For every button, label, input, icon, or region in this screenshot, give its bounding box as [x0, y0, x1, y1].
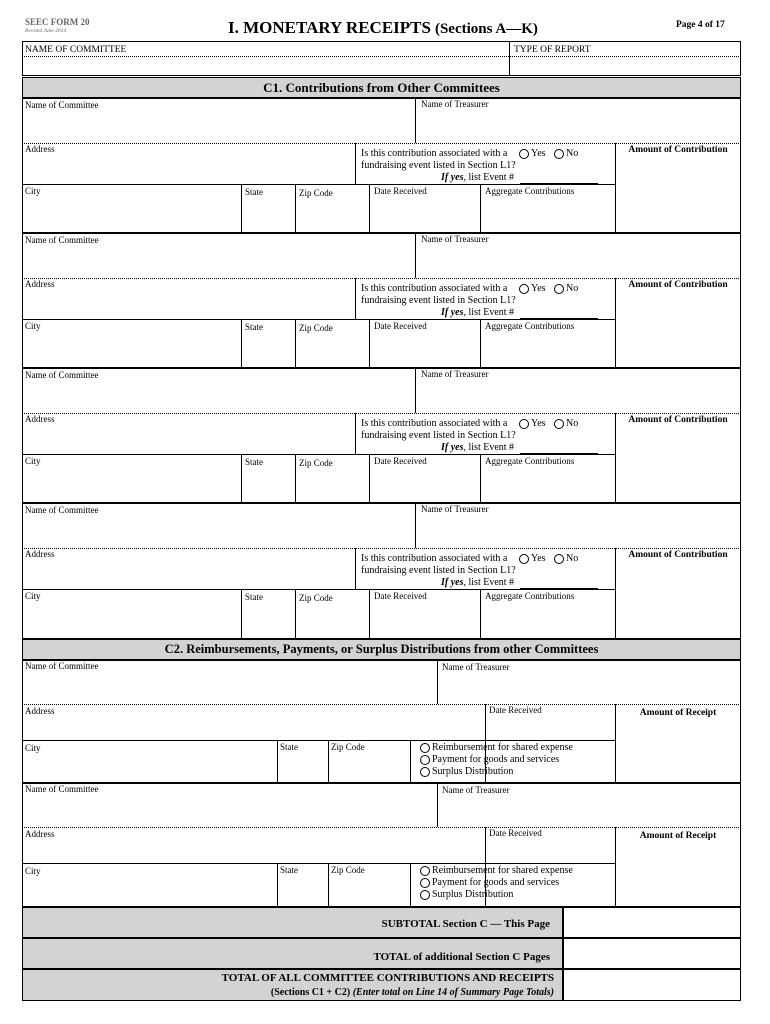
c1-aggregate-field[interactable] [482, 603, 613, 637]
c1-list-event-label: , list Event # [463, 307, 515, 318]
c1-if-yes-label: If yes [441, 577, 464, 588]
c1-state-field[interactable] [243, 333, 293, 367]
all-total-label-line1: TOTAL OF ALL COMMITTEE CONTRIBUTIONS AND RECEIPTS [221, 972, 554, 984]
c2-state-label: State [280, 865, 298, 875]
c1-city-label: City [25, 456, 41, 466]
c1-yes-label: Yes [531, 148, 546, 159]
c1-address-field[interactable] [24, 291, 353, 318]
subtotal-label: SUBTOTAL Section C — This Page [381, 918, 550, 930]
c1-event-question-line1: Is this contribution associated with a [361, 418, 508, 429]
c1-zip-field[interactable] [297, 200, 367, 232]
c2-state-label: State [280, 742, 298, 752]
form-id: SEEC FORM 20 [25, 17, 90, 27]
c1-amount-field[interactable] [617, 428, 739, 502]
additional-total-label: TOTAL of additional Section C Pages [373, 951, 550, 963]
surplus-radio-icon[interactable] [420, 767, 430, 777]
c1-aggregate-field[interactable] [482, 333, 613, 367]
c1-name-of-committee-label: Name of Committee [25, 100, 99, 110]
c1-date-received-field[interactable] [371, 603, 478, 637]
c2-option-reimbursement-label: Reimbursement for shared expense [432, 865, 573, 876]
c1-date-received-field[interactable] [371, 198, 478, 232]
yes-radio-icon[interactable] [519, 284, 529, 294]
c1-name-of-treasurer-label: Name of Treasurer [421, 504, 489, 514]
c2-city-label: City [25, 743, 41, 753]
c2-option-payment-label: Payment for goods and services [432, 877, 560, 888]
additional-total-value[interactable] [563, 938, 741, 969]
committee-name-field[interactable] [23, 57, 508, 75]
c1-no-label: No [566, 283, 579, 294]
c1-if-yes-label: If yes [441, 307, 464, 318]
yes-radio-icon[interactable] [519, 419, 529, 429]
c1-event-question-line1: Is this contribution associated with a [361, 553, 508, 564]
c2-option-surplus-label: Surplus Distribution [432, 889, 514, 900]
c1-if-yes [441, 577, 514, 589]
reimbursement-radio-icon[interactable] [420, 866, 430, 876]
c1-committee-field[interactable] [24, 517, 413, 547]
c1-amount-field[interactable] [617, 293, 739, 367]
c1-date-received-label: Date Received [374, 186, 427, 196]
c1-state-label: State [245, 187, 263, 197]
c2-city-label: City [25, 866, 41, 876]
c1-aggregate-label: Aggregate Contributions [485, 591, 575, 601]
c1-event-number-field[interactable] [520, 576, 598, 588]
c1-address-label: Address [25, 549, 55, 559]
c1-amount-label: Amount of Contribution [628, 550, 728, 560]
c1-if-yes [441, 442, 514, 454]
additional-label-box [22, 938, 563, 969]
c1-yes-label: Yes [531, 418, 546, 429]
c1-if-yes-label: If yes [441, 172, 464, 183]
c1-event-question-line2: fundraising event listed in Section L1? [361, 295, 516, 306]
c1-city-label: City [25, 186, 41, 196]
c1-amount-label: Amount of Contribution [628, 415, 728, 425]
c1-no-option[interactable] [554, 418, 578, 430]
subtotal-label-box [22, 907, 563, 938]
c1-date-received-label: Date Received [374, 456, 427, 466]
c1-treasurer-field[interactable] [417, 112, 739, 142]
c1-date-received-label: Date Received [374, 591, 427, 601]
c1-city-label: City [25, 591, 41, 601]
c2-date-received-label: Date Received [489, 705, 542, 715]
c2-zip-label: Zip Code [331, 865, 365, 875]
all-total-sections: (Sections C1 + C2) [270, 987, 351, 998]
c2-committee-field[interactable] [24, 673, 435, 703]
type-of-report-label: TYPE OF REPORT [514, 45, 591, 55]
surplus-radio-icon[interactable] [420, 890, 430, 900]
c1-zip-label: Zip Code [299, 323, 333, 333]
name-of-committee-label: NAME OF COMMITTEE [25, 45, 127, 55]
no-radio-icon[interactable] [554, 284, 564, 294]
c1-date-received-field[interactable] [371, 333, 478, 367]
c2-option-surplus-label: Surplus Distribution [432, 766, 514, 777]
c2-address-label: Address [25, 706, 55, 716]
c1-zip-field[interactable] [297, 470, 367, 502]
c1-state-field[interactable] [243, 468, 293, 502]
c1-address-field[interactable] [24, 156, 353, 183]
yes-radio-icon[interactable] [519, 149, 529, 159]
c2-name-of-treasurer-label: Name of Treasurer [442, 662, 510, 672]
c1-name-of-treasurer-label: Name of Treasurer [421, 99, 489, 109]
c1-if-yes-label: If yes [441, 442, 464, 453]
c1-treasurer-field[interactable] [417, 517, 739, 547]
c1-aggregate-field[interactable] [482, 198, 613, 232]
c1-city-field[interactable] [24, 603, 239, 637]
c2-address-field[interactable] [24, 718, 483, 739]
c1-state-field[interactable] [243, 603, 293, 637]
no-radio-icon[interactable] [554, 554, 564, 564]
c2-address-field[interactable] [24, 841, 483, 862]
c2-name-of-committee-label: Name of Committee [25, 784, 99, 794]
c1-aggregate-label: Aggregate Contributions [485, 456, 575, 466]
c1-date-received-label: Date Received [374, 321, 427, 331]
c2-zip-field[interactable] [330, 878, 408, 905]
c1-state-field[interactable] [243, 198, 293, 232]
all-total-label-line2 [23, 987, 554, 998]
c2-treasurer-field[interactable] [439, 673, 739, 703]
c1-yes-option[interactable] [519, 283, 546, 295]
yes-radio-icon[interactable] [519, 554, 529, 564]
c2-date-received-label: Date Received [489, 828, 542, 838]
c2-treasurer-field[interactable] [439, 796, 739, 826]
c1-amount-label: Amount of Contribution [628, 145, 728, 155]
c1-event-question-line2: fundraising event listed in Section L1? [361, 565, 516, 576]
c1-yes-label: Yes [531, 283, 546, 294]
c1-address-field[interactable] [24, 561, 353, 588]
c1-if-yes [441, 307, 514, 319]
c1-address-label: Address [25, 414, 55, 424]
c2-name-of-treasurer-label: Name of Treasurer [442, 785, 510, 795]
all-total-label-box [22, 969, 563, 1001]
all-total-instruction: (Enter total on Line 14 of Summary Page Totals) [352, 987, 554, 998]
c1-no-label: No [566, 148, 579, 159]
revised-date: Revised June 2014 [25, 28, 67, 34]
c1-name-of-committee-label: Name of Committee [25, 370, 99, 380]
c1-amount-label: Amount of Contribution [628, 280, 728, 290]
c1-address-label: Address [25, 144, 55, 154]
c2-option-reimbursement-label: Reimbursement for shared expense [432, 742, 573, 753]
c1-zip-label: Zip Code [299, 188, 333, 198]
c1-zip-field[interactable] [297, 605, 367, 637]
c1-address-label: Address [25, 279, 55, 289]
c2-amount-label: Amount of Receipt [639, 708, 717, 718]
c2-section-title: C2. Reimbursements, Payments, or Surplus Distributions from other Committees [22, 639, 741, 660]
c1-treasurer-field[interactable] [417, 247, 739, 277]
c1-list-event-label: , list Event # [463, 172, 515, 183]
c1-yes-option[interactable] [519, 418, 546, 430]
c1-aggregate-label: Aggregate Contributions [485, 321, 575, 331]
c1-event-question-line2: fundraising event listed in Section L1? [361, 160, 516, 171]
c1-address-field[interactable] [24, 426, 353, 453]
c1-zip-label: Zip Code [299, 458, 333, 468]
c2-state-field[interactable] [279, 755, 326, 782]
page-number: Page 4 of 17 [676, 20, 725, 30]
c2-date-received-field[interactable] [487, 718, 613, 782]
c2-committee-field[interactable] [24, 796, 435, 826]
no-radio-icon[interactable] [554, 419, 564, 429]
c1-aggregate-field[interactable] [482, 468, 613, 502]
c1-amount-field[interactable] [617, 563, 739, 637]
c1-if-yes [441, 172, 514, 184]
c1-committee-field[interactable] [24, 112, 413, 142]
reimbursement-radio-icon[interactable] [420, 743, 430, 753]
c1-no-label: No [566, 418, 579, 429]
c2-option-payment-label: Payment for goods and services [432, 754, 560, 765]
c1-committee-field[interactable] [24, 382, 413, 412]
all-total-value[interactable] [563, 969, 741, 1001]
c1-list-event-label: , list Event # [463, 442, 515, 453]
c1-event-number-field[interactable] [520, 306, 598, 318]
c1-section-title: C1. Contributions from Other Committees [22, 77, 741, 98]
c1-yes-option[interactable] [519, 148, 546, 160]
c1-city-field[interactable] [24, 333, 239, 367]
c1-yes-label: Yes [531, 553, 546, 564]
c1-state-label: State [245, 592, 263, 602]
c2-amount-label: Amount of Receipt [639, 831, 717, 841]
c1-name-of-committee-label: Name of Committee [25, 235, 99, 245]
c1-city-field[interactable] [24, 198, 239, 232]
c1-event-number-field[interactable] [520, 171, 598, 183]
c1-state-label: State [245, 457, 263, 467]
payment-radio-icon[interactable] [420, 878, 430, 888]
c1-event-number-field[interactable] [520, 441, 598, 453]
c2-zip-label: Zip Code [331, 742, 365, 752]
c1-committee-field[interactable] [24, 247, 413, 277]
page-title [228, 18, 538, 38]
c2-city-field[interactable] [24, 878, 275, 905]
c1-name-of-treasurer-label: Name of Treasurer [421, 369, 489, 379]
c1-name-of-treasurer-label: Name of Treasurer [421, 234, 489, 244]
c2-zip-field[interactable] [330, 755, 408, 782]
c2-date-received-field[interactable] [487, 841, 613, 905]
type-of-report-field[interactable] [510, 57, 740, 75]
c1-amount-field[interactable] [617, 158, 739, 232]
c1-event-question-line1: Is this contribution associated with a [361, 283, 508, 294]
c2-amount-field[interactable] [617, 845, 739, 905]
no-radio-icon[interactable] [554, 149, 564, 159]
c1-zip-label: Zip Code [299, 593, 333, 603]
c1-event-question-line2: fundraising event listed in Section L1? [361, 430, 516, 441]
c1-event-question-line1: Is this contribution associated with a [361, 148, 508, 159]
subtotal-value[interactable] [563, 907, 741, 938]
c1-aggregate-label: Aggregate Contributions [485, 186, 575, 196]
c2-name-of-committee-label: Name of Committee [25, 661, 99, 671]
payment-radio-icon[interactable] [420, 755, 430, 765]
title-main: I. MONETARY RECEIPTS [228, 18, 431, 37]
c1-city-field[interactable] [24, 468, 239, 502]
c1-date-received-field[interactable] [371, 468, 478, 502]
c2-city-field[interactable] [24, 755, 275, 782]
c1-no-option[interactable] [554, 148, 578, 160]
title-sections: (Sections A—K) [434, 21, 538, 37]
c1-list-event-label: , list Event # [463, 577, 515, 588]
c1-no-label: No [566, 553, 579, 564]
c2-address-label: Address [25, 829, 55, 839]
c1-city-label: City [25, 321, 41, 331]
c1-treasurer-field[interactable] [417, 382, 739, 412]
c2-amount-field[interactable] [617, 722, 739, 782]
c1-state-label: State [245, 322, 263, 332]
c1-no-option[interactable] [554, 283, 578, 295]
c1-yes-option[interactable] [519, 553, 546, 565]
c1-name-of-committee-label: Name of Committee [25, 505, 99, 515]
c1-no-option[interactable] [554, 553, 578, 565]
c2-state-field[interactable] [279, 878, 326, 905]
c1-zip-field[interactable] [297, 335, 367, 367]
